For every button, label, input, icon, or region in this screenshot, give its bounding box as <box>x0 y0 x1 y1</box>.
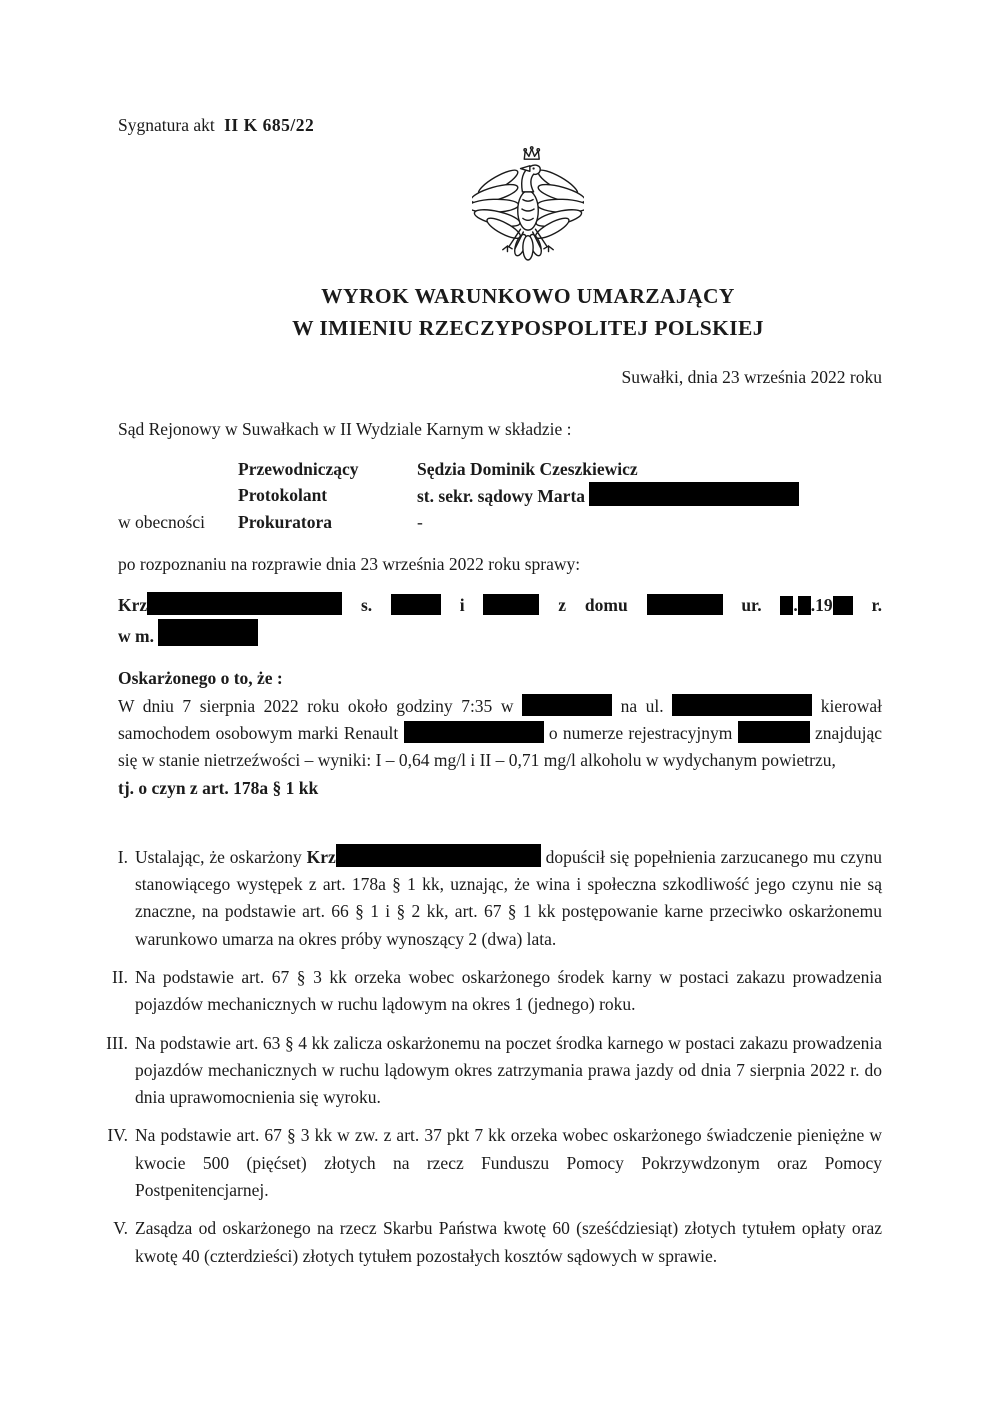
case-signature-label: Sygnatura akt <box>118 115 215 135</box>
ruling-text: Na podstawie art. 63 § 4 kk zalicza oskarżonemu na poczet środka karnego w postaci zakazu prowadzenia pojazdów mechanicznych w ruchu lądowym okres zatrzymania prawa jazdy od dnia 7 sierpnia 2022 r. do dnia uprawomocnienia się wyroku. <box>135 1032 882 1108</box>
court-panel <box>118 456 882 536</box>
ruling-number: II. <box>111 967 128 987</box>
panel-prefix <box>118 456 238 482</box>
judgment-title-line1: WYROK WARUNKOWO UMARZAJĄCY <box>321 283 735 308</box>
panel-row-clerk <box>118 482 882 509</box>
redaction-box <box>483 594 539 615</box>
charge-description: W dniu 7 sierpnia 2022 roku około godziny 7:35 w na ul. kierował samochodem osobowym marki Renault o numerze rejestracyjnym znajdując się w stanie nietrzeźwości – wyniki: I – 0,64 mg/l i II – 0,71 mg/l alkoholu w wydychanym powietrzu, <box>118 695 883 771</box>
panel-role: Prokuratora <box>238 512 332 533</box>
case-signature <box>118 112 882 139</box>
defendant-line-1: Krz s. i z domu ur. . .19 r. <box>118 592 882 619</box>
redaction-box <box>647 594 723 615</box>
header-center-block <box>146 143 910 344</box>
redaction-box <box>833 596 853 615</box>
panel-row-prosecutor <box>118 509 882 535</box>
ruling-item-5 <box>92 1215 882 1270</box>
redaction-box <box>522 694 612 716</box>
redaction-box <box>798 596 811 615</box>
defendant-identification <box>118 592 882 651</box>
rulings-list <box>92 844 882 1270</box>
ruling-text: Zasądza od oskarżonego na rzecz Skarbu Państwa kwotę 60 (sześćdziesiąt) złotych tytułem opłaty oraz kwotę 40 (czterdzieści) złotych tytułem pozostałych kosztów sądowych w sprawie. <box>135 1218 882 1266</box>
ruling-text: Na podstawie art. 67 § 3 kk orzeka wobec oskarżonego środek karny w postaci zakazu prowadzenia pojazdów mechanicznych w ruchu lądowym na okres 1 (jednego) roku. <box>135 967 882 1015</box>
ruling-number: I. <box>117 846 128 867</box>
ruling-item-1 <box>92 844 882 953</box>
panel-row-presiding <box>118 456 882 482</box>
ruling-item-2 <box>92 964 882 1019</box>
redaction-box <box>738 721 810 743</box>
redaction-box <box>404 721 544 743</box>
judgment-title-line2: W IMIENIU RZECZYPOSPOLITEJ POLSKIEJ <box>292 315 764 340</box>
ruling-number: IV. <box>107 1125 128 1146</box>
redaction-box <box>336 844 541 867</box>
ruling-item-4 <box>92 1122 882 1204</box>
court-composition-intro: Sąd Rejonowy w Suwałkach w II Wydziale Karnym w składzie : <box>118 419 572 440</box>
redaction-box <box>147 592 342 615</box>
redaction-box <box>391 594 441 615</box>
panel-value: - <box>417 512 423 533</box>
panel-role: Protokolant <box>238 484 328 505</box>
legal-qualification: tj. o czyn z art. 178a § 1 kk <box>118 777 319 798</box>
redaction-box <box>589 482 799 506</box>
ruling-text: Ustalając, że oskarżony Krz dopuścił się popełnienia zarzucanego mu czynu stanowiącego występek z art. 178a § 1 kk, uznając, że wina i społeczna szkodliwość jego czynu nie są znaczne, na podstawie art. 66 § 1 i § 2 kk, art. 67 § 1 kk postępowanie karne przeciwko oskarżonemu warunkowo umarza na okres próby wynoszący 2 (dwa) lata. <box>135 844 882 953</box>
judgment-title <box>146 280 910 345</box>
ruling-text: Na podstawie art. 67 § 3 kk w zw. z art. 37 pkt 7 kk orzeka wobec oskarżonego świadczenie pieniężne w kwocie 500 (pięćset) złotych na rzecz Funduszu Pomocy Pokrzywdzonym oraz Pomocy Postpenitencjarnej. <box>135 1125 882 1201</box>
place-and-date: Suwałki, dnia 23 września 2022 roku <box>621 367 882 388</box>
redaction-box <box>672 694 812 716</box>
panel-prefix <box>118 482 238 509</box>
charge-heading: Oskarżonego o to, że : <box>118 668 283 689</box>
redaction-box <box>158 619 258 646</box>
hearing-line: po rozpoznaniu na rozprawie dnia 23 września 2022 roku sprawy: <box>118 554 581 575</box>
ruling-number: V. <box>113 1218 128 1239</box>
ruling-number: III. <box>106 1032 128 1053</box>
polish-eagle-emblem <box>472 143 584 273</box>
defendant-line-2: w m. <box>118 619 882 650</box>
panel-prefix: w obecności <box>118 512 205 533</box>
case-signature-number: II K 685/22 <box>224 115 315 135</box>
panel-role: Przewodniczący <box>238 458 359 479</box>
panel-value: Sędzia Dominik Czeszkiewicz <box>417 458 638 479</box>
panel-value: st. sekr. sądowy Marta <box>417 482 882 509</box>
redaction-box <box>780 596 793 615</box>
ruling-item-3 <box>92 1030 882 1112</box>
